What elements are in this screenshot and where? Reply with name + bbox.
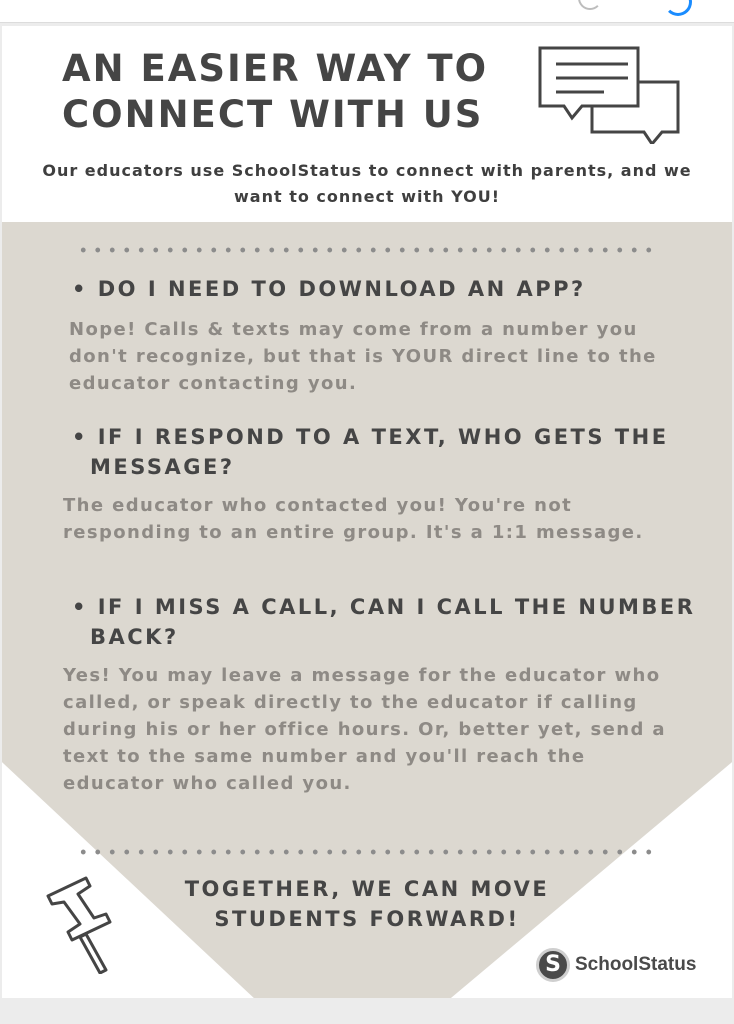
faq-answer-3: Yes! You may leave a message for the educator who called, or speak directly to the educator if calling during his or her office hours. Or, better yet, send a text to the same number and you'll reach the educator who called you. bbox=[63, 665, 666, 794]
faq-answer-2: The educator who contacted you! You're not responding to an entire group. It's a 1:1 message. bbox=[63, 495, 644, 543]
headline: AN EASIER WAY TO CONNECT WITH US bbox=[62, 47, 489, 136]
browser-top-bar bbox=[0, 0, 734, 23]
intro-text: Our educators use SchoolStatus to connect with parents, and we want to connect with YOU! bbox=[42, 161, 692, 206]
faq-question-2: • IF I RESPOND TO A TEXT, WHO GETS THE MESSAGE? bbox=[72, 425, 669, 479]
refresh-icon[interactable] bbox=[578, 0, 602, 10]
closing-message: TOGETHER, WE CAN MOVE STUDENTS FORWARD! bbox=[184, 877, 550, 931]
logo-text: SchoolStatus bbox=[575, 954, 697, 975]
dotted-divider bbox=[76, 246, 656, 254]
dotted-divider-bottom bbox=[76, 848, 656, 856]
schoolstatus-logo bbox=[536, 946, 696, 984]
faq-question-1: • DO I NEED TO DOWNLOAD AN APP? bbox=[72, 277, 586, 301]
flyer bbox=[2, 26, 732, 998]
faq-question-3: • IF I MISS A CALL, CAN I CALL THE NUMBER BACK? bbox=[72, 595, 696, 649]
push-pin-icon bbox=[42, 874, 132, 974]
chat-bubbles-icon bbox=[534, 44, 684, 144]
faq-answer-1: Nope! Calls & texts may come from a number you don't recognize, but that is YOUR direct line to the educator contacting you. bbox=[69, 319, 657, 394]
loading-indicator-icon bbox=[664, 0, 692, 16]
logo-mark-icon: S bbox=[536, 948, 570, 982]
